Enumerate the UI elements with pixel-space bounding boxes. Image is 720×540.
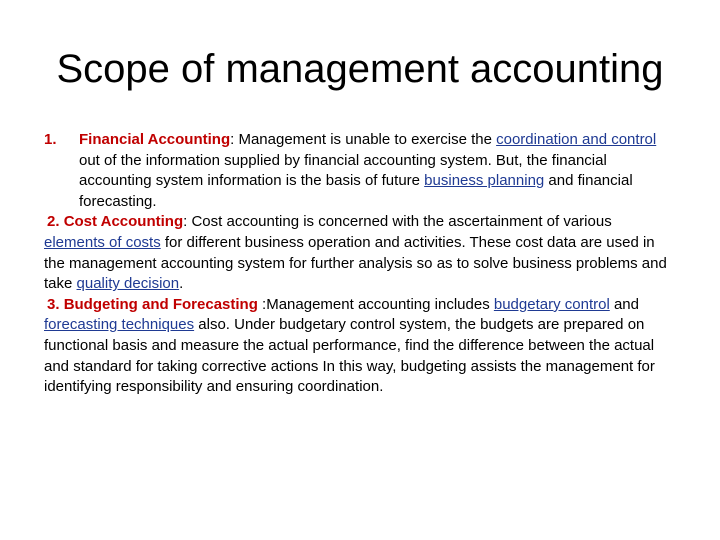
item-number: 1. — [44, 131, 57, 148]
link-budgetary-control[interactable]: budgetary control — [493, 295, 610, 313]
item-text: and — [609, 295, 639, 313]
item-heading: Financial Accounting — [79, 131, 231, 148]
link-quality-decision[interactable]: quality decision — [76, 275, 180, 293]
list-item-budgeting-and-forecasting — [44, 295, 676, 398]
list-item-financial-accounting — [44, 130, 676, 212]
link-elements-of-costs[interactable]: elements of costs — [44, 233, 161, 251]
item-text: for different business operation and activities. These cost data are used in the management accounting system for further analysis so as to solve business problems and take — [44, 233, 667, 293]
item-text: . — [179, 275, 184, 293]
item-text: Cost accounting is concerned with the ascertainment of various — [191, 213, 612, 231]
link-forecasting-techniques[interactable]: forecasting techniques — [44, 316, 195, 334]
item-text: out of the information supplied by financial accounting system. But, the financial accounting system information is the basis of future — [79, 151, 607, 190]
item-text: and financial forecasting. — [79, 172, 633, 210]
item-number: 3. — [47, 295, 60, 313]
item-separator: : — [230, 131, 239, 148]
item-text: also. Under budgetary control system, the budgets are prepared on functional basis and measure the actual performance, find the difference between the actual and standard for taking corrective actions In this way, budgeting assists the management for identifying responsibility and ensuring coordination. — [44, 316, 655, 396]
list-item-cost-accounting — [44, 212, 676, 294]
item-separator: : — [257, 295, 267, 313]
link-coordination-and-control[interactable]: coordination and control — [496, 131, 657, 148]
item-heading: Cost Accounting — [63, 213, 184, 231]
slide-body — [44, 130, 676, 398]
link-business-planning[interactable]: business planning — [424, 172, 545, 190]
item-text: Management is unable to exercise the — [238, 131, 497, 148]
item-separator: : — [183, 213, 192, 231]
item-number: 2. — [47, 213, 60, 231]
slide-title: Scope of management accounting — [56, 47, 664, 91]
item-text: Management accounting includes — [266, 295, 494, 313]
item-heading: Budgeting and Forecasting — [63, 295, 258, 313]
